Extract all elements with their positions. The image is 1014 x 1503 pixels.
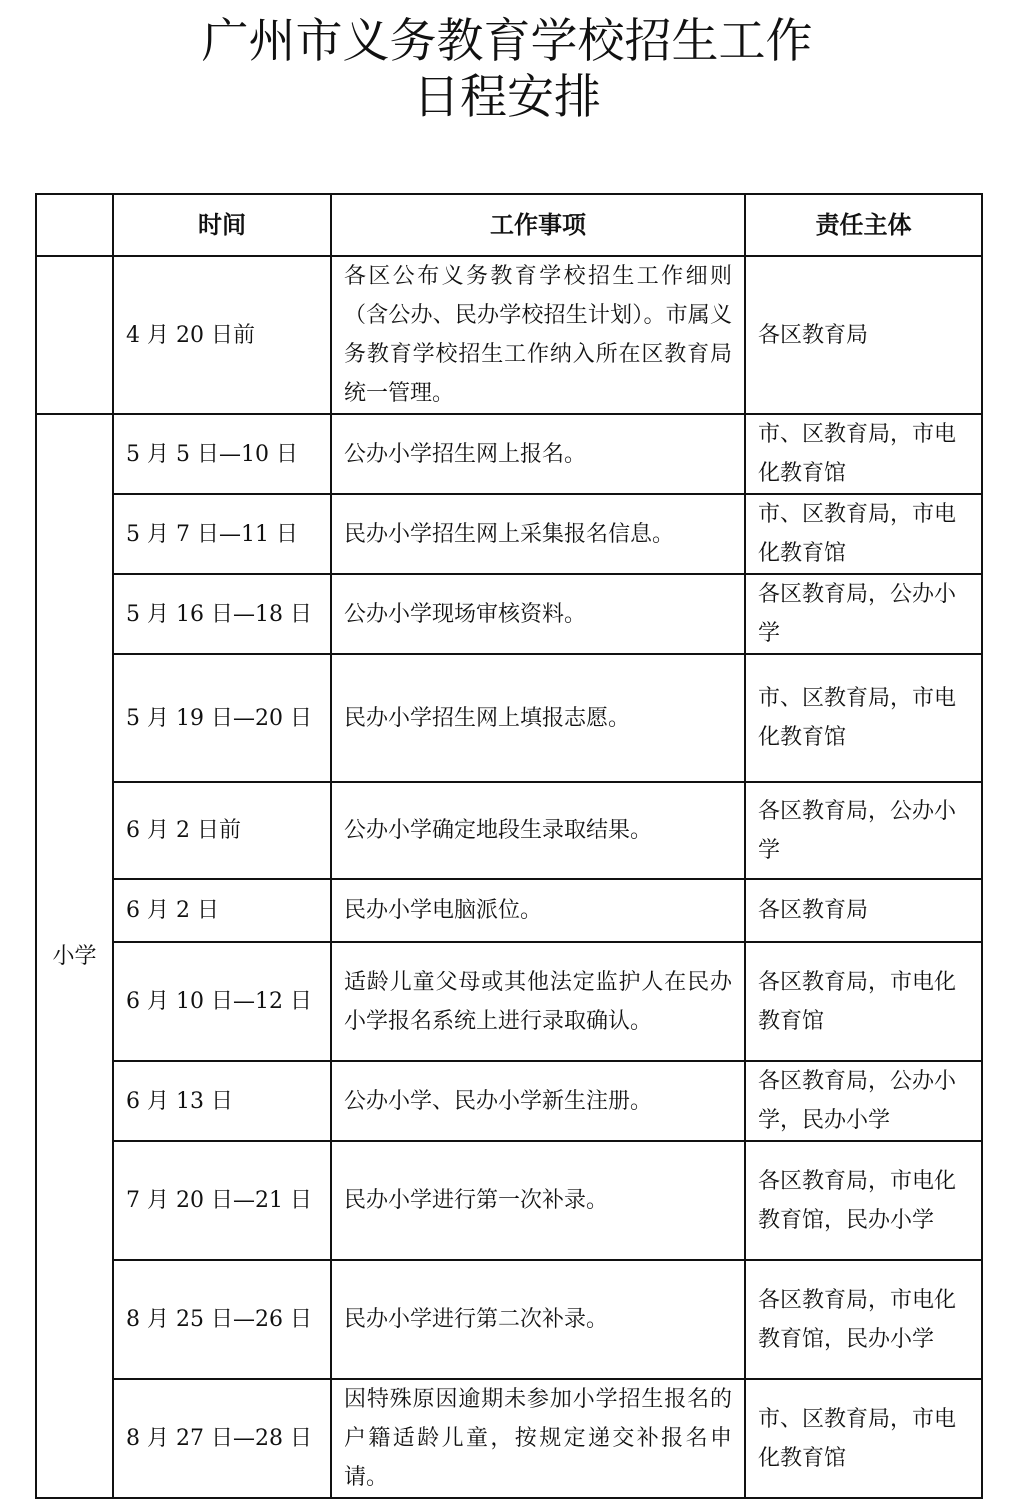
table-row <box>36 1260 982 1379</box>
title-line-2: 日程安排 <box>413 70 601 125</box>
table-row <box>36 494 982 574</box>
task-cell: 民办小学招生网上采集报名信息。 <box>331 494 745 574</box>
task-cell: 民办小学进行第二次补录。 <box>331 1260 745 1379</box>
time-cell: 5 月 16 日—18 日 <box>113 574 331 654</box>
title-line-1: 广州市义务教育学校招生工作 <box>201 14 813 69</box>
task-cell: 公办小学招生网上报名。 <box>331 414 745 494</box>
owner-cell: 市、区教育局，市电化教育馆 <box>745 414 982 494</box>
owner-cell: 市、区教育局，市电化教育馆 <box>745 654 982 782</box>
header-task: 工作事项 <box>331 194 745 256</box>
owner-cell: 各区教育局，市电化教育馆 <box>745 942 982 1061</box>
task-cell: 因特殊原因逾期未参加小学招生报名的户籍适龄儿童，按规定递交补报名申请。 <box>331 1379 745 1498</box>
owner-cell: 各区教育局，市电化教育馆，民办小学 <box>745 1260 982 1379</box>
time-cell: 6 月 2 日 <box>113 879 331 942</box>
task-cell: 公办小学现场审核资料。 <box>331 574 745 654</box>
time-cell: 5 月 5 日—10 日 <box>113 414 331 494</box>
phase-cell-primary: 小学 <box>36 414 113 1498</box>
document-title <box>0 14 1014 126</box>
phase-cell-empty <box>36 256 113 414</box>
owner-cell: 各区教育局 <box>745 879 982 942</box>
task-cell: 民办小学电脑派位。 <box>331 879 745 942</box>
owner-cell: 各区教育局，公办小学 <box>745 574 982 654</box>
table-row <box>36 256 982 414</box>
header-row <box>36 194 982 256</box>
table-row <box>36 1379 982 1498</box>
table-row <box>36 1061 982 1141</box>
time-cell: 6 月 2 日前 <box>113 782 331 879</box>
table-row <box>36 414 982 494</box>
time-cell: 5 月 7 日—11 日 <box>113 494 331 574</box>
time-cell: 6 月 13 日 <box>113 1061 331 1141</box>
header-time: 时间 <box>113 194 331 256</box>
task-cell: 适龄儿童父母或其他法定监护人在民办小学报名系统上进行录取确认。 <box>331 942 745 1061</box>
table-row <box>36 879 982 942</box>
table-row <box>36 782 982 879</box>
time-cell: 4 月 20 日前 <box>113 256 331 414</box>
time-cell: 7 月 20 日—21 日 <box>113 1141 331 1260</box>
table-row <box>36 1141 982 1260</box>
table-row <box>36 942 982 1061</box>
task-cell: 各区公布义务教育学校招生工作细则（含公办、民办学校招生计划）。市属义务教育学校招生工作纳入所在区教育局统一管理。 <box>331 256 745 414</box>
task-cell: 民办小学招生网上填报志愿。 <box>331 654 745 782</box>
owner-cell: 市、区教育局，市电化教育馆 <box>745 1379 982 1498</box>
owner-cell: 各区教育局 <box>745 256 982 414</box>
header-owner: 责任主体 <box>745 194 982 256</box>
time-cell: 6 月 10 日—12 日 <box>113 942 331 1061</box>
owner-cell: 各区教育局，市电化教育馆，民办小学 <box>745 1141 982 1260</box>
owner-cell: 各区教育局，公办小学，民办小学 <box>745 1061 982 1141</box>
owner-cell: 市、区教育局，市电化教育馆 <box>745 494 982 574</box>
schedule-table <box>35 193 983 1499</box>
time-cell: 8 月 27 日—28 日 <box>113 1379 331 1498</box>
task-cell: 公办小学、民办小学新生注册。 <box>331 1061 745 1141</box>
time-cell: 8 月 25 日—26 日 <box>113 1260 331 1379</box>
task-cell: 民办小学进行第一次补录。 <box>331 1141 745 1260</box>
header-phase <box>36 194 113 256</box>
task-cell: 公办小学确定地段生录取结果。 <box>331 782 745 879</box>
table-row <box>36 654 982 782</box>
owner-cell: 各区教育局，公办小学 <box>745 782 982 879</box>
time-cell: 5 月 19 日—20 日 <box>113 654 331 782</box>
table-row <box>36 574 982 654</box>
